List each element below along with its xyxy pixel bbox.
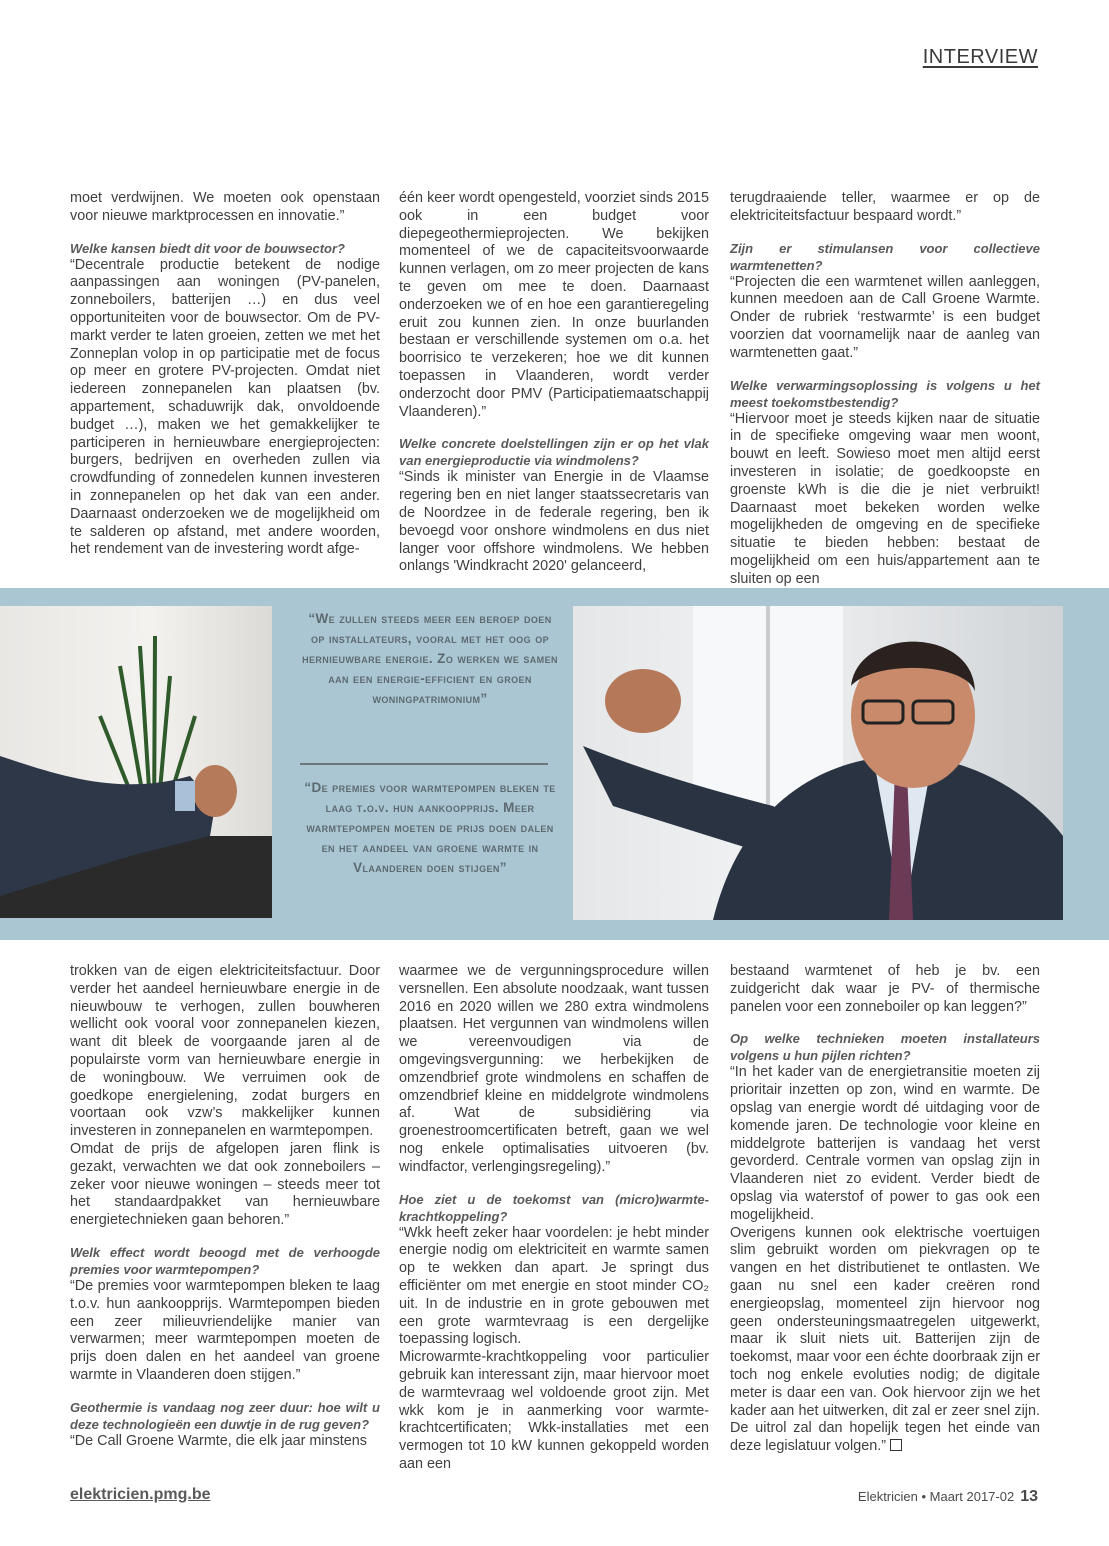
article-paragraph: één keer wordt opengesteld, voorziet sinds 2015 ook in een budget voor diepegeothermieprojecten. We bekijken momenteel of we de capaciteitsvoorwaarde kunnen verlagen, om zo meer projecten de kans te geven om mee te doen. Daarnaast onderzoeken we of en hoe een garantieregeling eruit zou kunnen zien. In onze buurlanden bestaan er verschillende systemen om o.a. het boorrisico te verzekeren; hoe we dit kunnen toepassen in Vlaanderen, wordt verder onderzocht door PMV (Participatiemaatschappij Vlaanderen).”	[399, 190, 709, 420]
footer-website-link[interactable]: elektricien.pmg.be	[70, 1486, 211, 1503]
page-number: 13	[1020, 1488, 1038, 1505]
interview-question: Welke verwarmingsoplossing is volgens u het meest toekomstbestendig?	[730, 377, 1040, 410]
article-column-2-bottom	[399, 963, 709, 1472]
article-paragraph: moet verdwijnen. We moeten ook openstaan voor nieuwe marktprocessen en innovatie.”	[70, 190, 380, 224]
interview-question: Hoe ziet u de toekomst van (micro)warmte-krachtkoppeling?	[399, 1191, 709, 1224]
pull-quote-heat-pumps: “De premies voor warmtepompen bleken te laag t.o.v. hun aankoopprijs. Meer warmtepompen moeten de prijs doen dalen en het aandeel van groene warmte in Vlaanderen doen stijgen”	[304, 780, 556, 875]
article-paragraph: “In het kader van de energietransitie moeten zij prioritair inzetten op zon, wind en warmte. De opslag van energie wordt dé uitdaging voor de komende jaren. De technologie voor kleine en middelgrote batterijen is vandaag het verst gevorderd. Centrale vormen van opslag zijn in Vlaanderen niet zo evident. Verder biedt de opslag via waterstof of power to gas ook een mogelijkheid.	[730, 1064, 1040, 1223]
article-paragraph: “De premies voor warmtepompen bleken te laag t.o.v. hun aankoopprijs. Warmtepompen bieden een zeer milieuvriendelijke manier van verwarmen; meer warmtepompen moeten de prijs doen dalen en het aandeel van groene warmte in Vlaanderen doen stijgen.”	[70, 1277, 380, 1383]
article-column-1-top	[70, 190, 380, 570]
interview-question: Welke kansen biedt dit voor de bouwsector?	[70, 240, 345, 256]
article-column-1-bottom	[70, 963, 380, 1449]
article-paragraph: bestaand warmtenet of heb je bv. een zuidgericht dak waar je PV- of thermische panelen voor een zonneboiler op kan leggen?”	[730, 963, 1040, 1015]
photo-right-illustration	[573, 606, 1063, 920]
interview-question: Welk effect wordt beoogd met de verhoogde premies voor warmtepompen?	[70, 1244, 380, 1277]
interview-question: Geothermie is vandaag nog zeer duur: hoe wilt u deze technologieën een duwtje in de rug geven?	[70, 1399, 380, 1432]
article-paragraph: “Hiervoor moet je steeds kijken naar de situatie in de specifieke omgeving waar men woont, bouwt en leeft. Sowieso moet men altijd eerst investeren in isolatie; de goedkoopste en groenste kWh is die die je niet verbruikt! Daarnaast moet bekeken worden welke mogelijkheden de omgeving en de specifieke situatie te bieden hebben: bestaat de mogelijkheid om een huis/appartement aan te sluiten op een	[730, 410, 1040, 587]
pull-quote-divider	[300, 763, 548, 765]
article-paragraph: Omdat de prijs de afgelopen jaren flink is gezakt, verwachten we dat ook zonneboilers – zeker voor nieuwe woningen – steeds meer tot het standaardpakket van hernieuwbare energietechnieken gaan behoren.”	[70, 1140, 380, 1229]
interview-question: Op welke technieken moeten installateurs volgens u hun pijlen richten?	[730, 1031, 1040, 1064]
interview-question: Welke concrete doelstellingen zijn er op het vlak van energieproductie via windmolens?	[399, 436, 709, 469]
article-paragraph: “Decentrale productie betekent de nodige aanpassingen aan woningen (PV-panelen, zonneboilers, batterijen …) en dus veel opportuniteiten voor de bouwsector. Om de PV-markt verder te laten groeien, zetten we met het Zonneplan volop in op participatie met de focus op meer en grotere PV-projecten. Omdat niet iedereen zonnepanelen kan plaatsen (bv. appartement, schaduwrijk dak, onvoldoende budget …), maken we het gemakkelijker te participeren in hernieuwbare energieprojecten: burgers, bedrijven en overheden zullen via crowdfunding of zonnedelen kunnen investeren in zonnepanelen op het dak van een ander. Daarnaast onderzoeken we de mogelijkheid om te salderen op afstand, met andere woorden, het rendement van de investering wordt afge-	[70, 256, 380, 558]
end-of-article-icon	[890, 1439, 902, 1451]
article-column-3-bottom	[730, 963, 1040, 1455]
interview-question: Zijn er stimulansen voor collectieve warmtenetten?	[730, 240, 1040, 273]
article-paragraph: Microwarmte-krachtkoppeling voor particulier gebruik kan interessant zijn, maar hiervoor moet de warmtevraag wel voldoende groot zijn. Met wkk kom je in aanmerking voor warmte-krachtcertificaten; Wkk-installaties met een vermogen tot 10 kW kunnen gekoppeld worden aan een	[399, 1349, 709, 1472]
article-paragraph: “Wkk heeft zeker haar voordelen: je hebt minder energie nodig om elektriciteit en warmte samen op te wekken dan apart. Je springt dus efficiënter om met energie en stoot minder CO₂ uit. In de industrie en in grote gebouwen met een grote warmtevraag is een dergelijke toepassing logisch.	[399, 1224, 709, 1348]
article-column-3-top	[730, 190, 1040, 587]
article-paragraph: “Sinds ik minister van Energie in de Vlaamse regering ben en niet langer staatssecretaris van de Noordzee in de federale regering, ben ik bevoegd voor onshore windmolens en dus niet langer voor offshore windmolens. We hebben onlangs 'Windkracht 2020' gelanceerd,	[399, 469, 709, 575]
article-paragraph: “Projecten die een warmtenet willen aanleggen, kunnen meedoen aan de Call Groene Warmte. Onder de rubriek ‘restwarmte’ is een budget voorzien dat voornamelijk naar de aanleg van warmtenetten gaat.”	[730, 273, 1040, 361]
article-paragraph: Overigens kunnen ook elektrische voertuigen slim gebruikt worden om piekvragen op te vangen en het distributienet te ontlasten. We gaan nu snel een kader creëren rond energieopslag, momenteel zijn hiervoor nog geen ondersteuningsmaatregelen uitgewerkt, maar ik sluit niets uit. Batterijen zijn de toekomst, maar voor een échte doorbraak zijn er toch nog enkele evoluties nodig; de digitale meter is daar een van. Ook hiervoor zijn we het kader aan het uitwerken, dit zal er zeer snel zijn. De uitrol zal dan hopelijk tegen het einde van deze legislatuur volgen.”	[730, 1224, 1040, 1455]
footer-page-info	[858, 1488, 1038, 1506]
article-column-2-top	[399, 190, 709, 575]
article-paragraph: terugdraaiende teller, waarmee er op de elektriciteitsfactuur bespaard wordt.”	[730, 190, 1040, 224]
pull-quote-installers: “We zullen steeds meer een beroep doen op installateurs, vooral met het oog op hernieuwbare energie. Zo werken we samen aan een energie-efficient en groen woningpatrimonium”	[302, 611, 558, 706]
article-paragraph: waarmee we de vergunningsprocedure willen versnellen. Een absolute noodzaak, want tussen 2016 en 2020 willen we 280 extra windmolens plaatsen. Het vergunnen van windmolens willen we vereenvoudigen via de omgevingsvergunning: we herbekijken de omzendbrief grote windmolens en schaffen de omzendbrief kleine en middelgrote windmolens af. Wat de subsidiëring via groenestroomcertificaten betreft, gaan we wel nog enkele optimalisaties uitvoeren (bv. windfactor, verlengingsregeling).”	[399, 963, 709, 1175]
photo-left-illustration	[0, 606, 272, 918]
photo-left-hand-gesture	[0, 606, 272, 918]
footer-magazine-issue: Elektricien • Maart 2017-02	[857, 1489, 1015, 1504]
photo-right-minister-portrait	[573, 606, 1063, 920]
article-paragraph: “De Call Groene Warmte, die elk jaar minstens	[70, 1432, 367, 1449]
section-label: INTERVIEW	[922, 46, 1038, 68]
article-paragraph: trokken van de eigen elektriciteitsfactuur. Door verder het aandeel hernieuwbare energie in de nieuwbouw te verhogen, zullen bouwheren wellicht ook vooral voor zonnepanelen kiezen, want dit bleek de voorgaande jaren al de populairste vorm van hernieuwbare energie in de woningbouw. We verruimen ook de goedkope energielening, zodat burgers en voortaan ook vzw’s makkelijker kunnen investeren in zonnepanelen en warmtepompen.	[70, 963, 380, 1140]
